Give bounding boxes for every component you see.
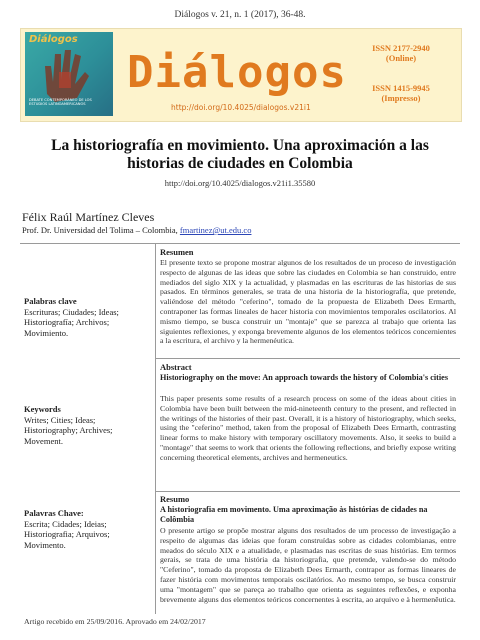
abstract-en-label: Abstract xyxy=(160,362,192,372)
author-affiliation xyxy=(22,225,251,235)
cover-title: Diálogos xyxy=(29,34,78,45)
journal-masthead xyxy=(20,28,462,122)
issn-print xyxy=(351,83,451,103)
running-head: Diálogos v. 21, n. 1 (2017), 36-48. xyxy=(174,10,306,20)
divider-en-pt xyxy=(155,491,460,492)
keywords-en-text: Writes; Cities; Ideas; Historiography; Archives; Movement. xyxy=(24,414,113,446)
affiliation-text: Prof. Dr. Universidad del Tolima – Colombia, xyxy=(22,225,178,235)
keywords-en xyxy=(24,404,148,446)
abstract-pt-label: Resumo xyxy=(160,494,190,504)
issn-print-number: ISSN 1415-9945 xyxy=(372,83,430,93)
author-email-link[interactable]: fmartinez@ut.edu.co xyxy=(179,225,252,235)
keywords-es-label: Palabras clave xyxy=(24,296,77,306)
issn-print-label: (Impresso) xyxy=(381,93,421,103)
keywords-es-text: Escrituras; Ciudades; Ideas; Historiografía; Archivos; Movimiento. xyxy=(24,306,119,338)
issn-online-number: ISSN 2177-2940 xyxy=(372,43,430,53)
abstract-en-title: Historiography on the move: An approach towards the history of Colombia's cities xyxy=(160,373,449,382)
article-title-line1: La historiografía en movimiento. Una aproximación a las xyxy=(51,137,429,154)
cover-subtitle: DEBATE CONTEMPORÁNEO DE LOS ESTUDIOS LATINOAMERICANOS xyxy=(29,98,92,107)
abstract-pt-title: A historiografia em movimento. Uma aproximação às histórias de cidades na Colômbia xyxy=(160,505,428,524)
issn-online-label: (Online) xyxy=(385,53,417,63)
abstract-es-text: El presente texto se propone mostrar algunos de los resultados de un proceso de investigación respecto de algunas de las ideas que sobre las ciudades en Colombia se han construido, entre mediados del siglo XIX y la actualidad, y plasmadas en las escrituras de las historias de sus pasados. En términos generales, se trata de una historia de la historiografía, que pretende, valiéndose del método "ceferino", tomado de la propuesta de Elizabeth Dees Ermarth, contraponer las formas lineales de hacer historia con movimientos temporales oscilatorios. Al mismo tiempo, se busca construir un "montaje" que se parezca al trabajo que orienta las siguientes reflexiones, y exponga brevemente algunos de los elementos teóricos concernientes a la escritura, el archivo y la hermenéutica. xyxy=(160,258,456,346)
abstract-pt-text: O presente artigo se propõe mostrar alguns dos resultados de um processo de investigação a respeito de algumas das ideias que foram construídas sobre as cidades colombianas, entre meados do século XIX e a atualidade, e plasmadas nas escritas de suas histórias. Em termos gerais, se trata de uma história da historiografia, que pretende, valendo-se do método "Ceferino", tomado da proposta de Elizabeth Dees Ermarth, contrapor as formas lineares de fazer história com movimentos temporais oscilatórios. Ao mesmo tempo, se busca construir uma "montagem" que se pareça ao trabalho que orienta as seguintes reflexões, e exponha brevemente alguns dos elementos teóricos concernentes à escrita, ao arquivo e à hermenêutica. xyxy=(160,526,456,604)
journal-doi-link[interactable]: http://doi.org/10.4025/dialogos.v21i1 xyxy=(171,103,311,112)
divider-top xyxy=(20,243,460,244)
article-title-line2: historias de ciudades en Colombia xyxy=(127,155,353,172)
abstract-en-text: This paper presents some results of a research process on some of the ideas about cities in Colombia have been built between the mid-nineteenth century to the present, and reflected in the writings of the histories of their past. Overall, it is a history of historiography, which seeks, using the "ceferino" method, taken from the proposal of Elizabeth Dees Ermarth, contrasting linear forms to make history with temporary oscillatory movements. Also, it seeks to build a "montage" that seems to work that orients the following reflections, and briefly expose writing concerning theoretical elements, archives and hermeneutics. xyxy=(160,394,456,462)
abstract-es-label: Resumen xyxy=(160,247,194,257)
received-date: Artigo recebido em 25/09/2016. Aprovado em 24/02/2017 xyxy=(24,617,206,626)
keywords-es xyxy=(24,296,148,338)
keywords-pt-label: Palavras Chave: xyxy=(24,508,84,518)
keywords-pt-text: Escrita; Cidades; Ideias; Historiografia; Arquivos; Movimento. xyxy=(24,518,110,550)
author-name: Félix Raúl Martínez Cleves xyxy=(22,210,155,224)
divider-es-en xyxy=(155,358,460,359)
article-title xyxy=(40,137,440,173)
journal-cover-image xyxy=(25,32,113,116)
article-doi[interactable]: http://doi.org/10.4025/dialogos.v21i1.35580 xyxy=(164,178,316,188)
column-divider xyxy=(155,243,156,614)
journal-logo: Diálogos xyxy=(127,47,347,98)
keywords-en-label: Keywords xyxy=(24,404,61,414)
keywords-pt xyxy=(24,508,148,550)
issn-online xyxy=(351,43,451,63)
